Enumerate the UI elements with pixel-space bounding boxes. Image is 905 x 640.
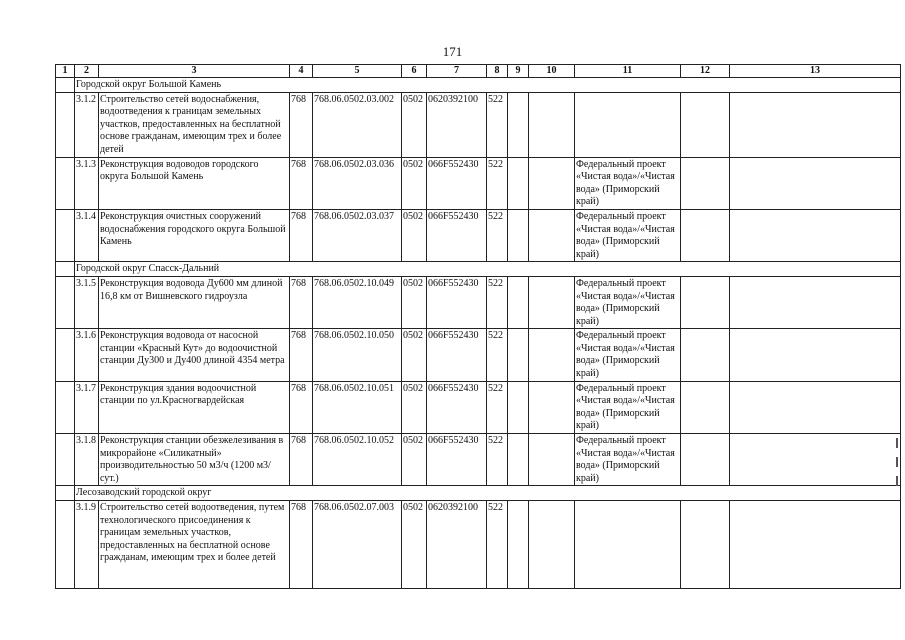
edge-mark bbox=[896, 457, 898, 467]
table-row bbox=[56, 329, 901, 381]
table-body bbox=[56, 65, 901, 589]
group-row bbox=[56, 78, 901, 93]
code-4-cell: 768 bbox=[290, 157, 313, 209]
code-4-cell: 768 bbox=[290, 501, 313, 589]
col-10-cell bbox=[529, 501, 575, 589]
table-row bbox=[56, 381, 901, 433]
item-name-cell: Реконструкция здания водоочистной станции по ул.Красногвардейская bbox=[99, 381, 290, 433]
scan-edge-marks bbox=[896, 438, 900, 495]
code-6-cell: 0502 bbox=[402, 209, 427, 261]
col-9-cell bbox=[508, 209, 529, 261]
column-header: 9 bbox=[508, 65, 529, 78]
column-header: 4 bbox=[290, 65, 313, 78]
item-name-cell: Реконструкция станции обезжелезивания в микрорайоне «Силикатный» производительностью 50 м3/ч (1200 м3/сут.) bbox=[99, 434, 290, 486]
code-5-cell: 768.06.0502.03.037 bbox=[313, 209, 402, 261]
column-header: 3 bbox=[99, 65, 290, 78]
column-header: 12 bbox=[681, 65, 730, 78]
code-5-cell: 768.06.0502.10.050 bbox=[313, 329, 402, 381]
col-9-cell bbox=[508, 276, 529, 328]
code-7-cell: 0620392100 bbox=[427, 501, 487, 589]
code-6-cell: 0502 bbox=[402, 157, 427, 209]
col-9-cell bbox=[508, 381, 529, 433]
col-9-cell bbox=[508, 329, 529, 381]
project-cell bbox=[575, 501, 681, 589]
item-number-cell: 3.1.8 bbox=[75, 434, 99, 486]
item-name-cell: Реконструкция водоводов городского округа Большой Камень bbox=[99, 157, 290, 209]
project-cell: Федеральный проект «Чистая вода»/«Чистая вода» (Приморский край) bbox=[575, 209, 681, 261]
edge-mark bbox=[896, 438, 898, 448]
code-8-cell: 522 bbox=[487, 501, 508, 589]
code-5-cell: 768.06.0502.07.003 bbox=[313, 501, 402, 589]
col-12-cell bbox=[681, 157, 730, 209]
table-row bbox=[56, 157, 901, 209]
budget-table bbox=[55, 64, 901, 589]
code-5-cell: 768.06.0502.10.051 bbox=[313, 381, 402, 433]
code-5-cell: 768.06.0502.03.036 bbox=[313, 157, 402, 209]
code-8-cell: 522 bbox=[487, 434, 508, 486]
header-row bbox=[56, 65, 901, 78]
code-7-cell: 0620392100 bbox=[427, 92, 487, 157]
col-10-cell bbox=[529, 157, 575, 209]
item-name-cell: Строительство сетей водоотведения, путем технологического присоединения к границам земельных участков, предоставленных на бесплатной основе гражданам, имеющим трех и более детей bbox=[99, 501, 290, 589]
col-9-cell bbox=[508, 434, 529, 486]
col-13-cell bbox=[730, 92, 901, 157]
edge-mark bbox=[896, 476, 898, 486]
column-header: 2 bbox=[75, 65, 99, 78]
table-row bbox=[56, 209, 901, 261]
col-10-cell bbox=[529, 381, 575, 433]
col-12-cell bbox=[681, 381, 730, 433]
col-13-cell bbox=[730, 157, 901, 209]
col-12-cell bbox=[681, 209, 730, 261]
col-12-cell bbox=[681, 501, 730, 589]
group-title: Городской округ Спасск-Дальний bbox=[75, 262, 901, 277]
code-7-cell: 066F552430 bbox=[427, 434, 487, 486]
col-1-cell bbox=[56, 276, 75, 328]
project-cell: Федеральный проект «Чистая вода»/«Чистая вода» (Приморский край) bbox=[575, 157, 681, 209]
col-1-cell bbox=[56, 92, 75, 157]
code-6-cell: 0502 bbox=[402, 329, 427, 381]
code-4-cell: 768 bbox=[290, 92, 313, 157]
code-8-cell: 522 bbox=[487, 381, 508, 433]
col-1-cell bbox=[56, 381, 75, 433]
item-name-cell: Строительство сетей водоснабжения, водоотведения к границам земельных участков, предоставленных на бесплатной основе гражданам, имеющим трех и более детей bbox=[99, 92, 290, 157]
col-1-cell bbox=[56, 209, 75, 261]
item-name-cell: Реконструкция водовода Ду600 мм длиной 16,8 км от Вишневского гидроузла bbox=[99, 276, 290, 328]
code-6-cell: 0502 bbox=[402, 92, 427, 157]
col-1-cell bbox=[56, 501, 75, 589]
group-title: Городской округ Большой Камень bbox=[75, 78, 901, 93]
col-12-cell bbox=[681, 92, 730, 157]
project-cell: Федеральный проект «Чистая вода»/«Чистая вода» (Приморский край) bbox=[575, 329, 681, 381]
col-1-cell bbox=[56, 329, 75, 381]
column-header: 8 bbox=[487, 65, 508, 78]
col-9-cell bbox=[508, 501, 529, 589]
table-row bbox=[56, 434, 901, 486]
col-13-cell bbox=[730, 329, 901, 381]
code-8-cell: 522 bbox=[487, 92, 508, 157]
col-13-cell bbox=[730, 209, 901, 261]
col-1-cell bbox=[56, 157, 75, 209]
column-header: 1 bbox=[56, 65, 75, 78]
code-7-cell: 066F552430 bbox=[427, 329, 487, 381]
code-7-cell: 066F552430 bbox=[427, 209, 487, 261]
table-row bbox=[56, 501, 901, 589]
column-header: 6 bbox=[402, 65, 427, 78]
code-4-cell: 768 bbox=[290, 276, 313, 328]
column-header: 13 bbox=[730, 65, 901, 78]
col-13-cell bbox=[730, 434, 901, 486]
code-6-cell: 0502 bbox=[402, 501, 427, 589]
col-13-cell bbox=[730, 276, 901, 328]
project-cell bbox=[575, 92, 681, 157]
col-13-cell bbox=[730, 501, 901, 589]
page-number: 171 bbox=[442, 44, 463, 59]
item-number-cell: 3.1.7 bbox=[75, 381, 99, 433]
table-row bbox=[56, 92, 901, 157]
group-row bbox=[56, 262, 901, 277]
col-13-cell bbox=[730, 381, 901, 433]
col-1-cell bbox=[56, 486, 75, 501]
item-name-cell: Реконструкция очистных сооружений водоснабжения городского округа Большой Камень bbox=[99, 209, 290, 261]
code-6-cell: 0502 bbox=[402, 434, 427, 486]
code-4-cell: 768 bbox=[290, 209, 313, 261]
item-number-cell: 3.1.6 bbox=[75, 329, 99, 381]
item-number-cell: 3.1.5 bbox=[75, 276, 99, 328]
col-10-cell bbox=[529, 276, 575, 328]
code-5-cell: 768.06.0502.03.002 bbox=[313, 92, 402, 157]
item-number-cell: 3.1.2 bbox=[75, 92, 99, 157]
col-1-cell bbox=[56, 262, 75, 277]
code-7-cell: 066F552430 bbox=[427, 157, 487, 209]
code-8-cell: 522 bbox=[487, 209, 508, 261]
item-name-cell: Реконструкция водовода от насосной станции «Красный Кут» до водоочистной станции Ду300 и Ду400 длиной 4354 метра bbox=[99, 329, 290, 381]
code-8-cell: 522 bbox=[487, 157, 508, 209]
code-5-cell: 768.06.0502.10.052 bbox=[313, 434, 402, 486]
item-number-cell: 3.1.4 bbox=[75, 209, 99, 261]
code-8-cell: 522 bbox=[487, 276, 508, 328]
col-10-cell bbox=[529, 209, 575, 261]
col-12-cell bbox=[681, 434, 730, 486]
column-header: 10 bbox=[529, 65, 575, 78]
code-4-cell: 768 bbox=[290, 434, 313, 486]
col-10-cell bbox=[529, 434, 575, 486]
project-cell: Федеральный проект «Чистая вода»/«Чистая вода» (Приморский край) bbox=[575, 381, 681, 433]
project-cell: Федеральный проект «Чистая вода»/«Чистая вода» (Приморский край) bbox=[575, 434, 681, 486]
column-header: 7 bbox=[427, 65, 487, 78]
col-1-cell bbox=[56, 434, 75, 486]
col-1-cell bbox=[56, 78, 75, 93]
col-9-cell bbox=[508, 157, 529, 209]
col-9-cell bbox=[508, 92, 529, 157]
group-title: Лесозаводский городской округ bbox=[75, 486, 901, 501]
col-10-cell bbox=[529, 92, 575, 157]
code-7-cell: 066F552430 bbox=[427, 276, 487, 328]
item-number-cell: 3.1.3 bbox=[75, 157, 99, 209]
col-12-cell bbox=[681, 276, 730, 328]
col-12-cell bbox=[681, 329, 730, 381]
code-4-cell: 768 bbox=[290, 329, 313, 381]
code-8-cell: 522 bbox=[487, 329, 508, 381]
item-number-cell: 3.1.9 bbox=[75, 501, 99, 589]
code-7-cell: 066F552430 bbox=[427, 381, 487, 433]
code-6-cell: 0502 bbox=[402, 276, 427, 328]
col-10-cell bbox=[529, 329, 575, 381]
code-5-cell: 768.06.0502.10.049 bbox=[313, 276, 402, 328]
group-row bbox=[56, 486, 901, 501]
code-4-cell: 768 bbox=[290, 381, 313, 433]
code-6-cell: 0502 bbox=[402, 381, 427, 433]
project-cell: Федеральный проект «Чистая вода»/«Чистая вода» (Приморский край) bbox=[575, 276, 681, 328]
table-row bbox=[56, 276, 901, 328]
column-header: 11 bbox=[575, 65, 681, 78]
column-header: 5 bbox=[313, 65, 402, 78]
